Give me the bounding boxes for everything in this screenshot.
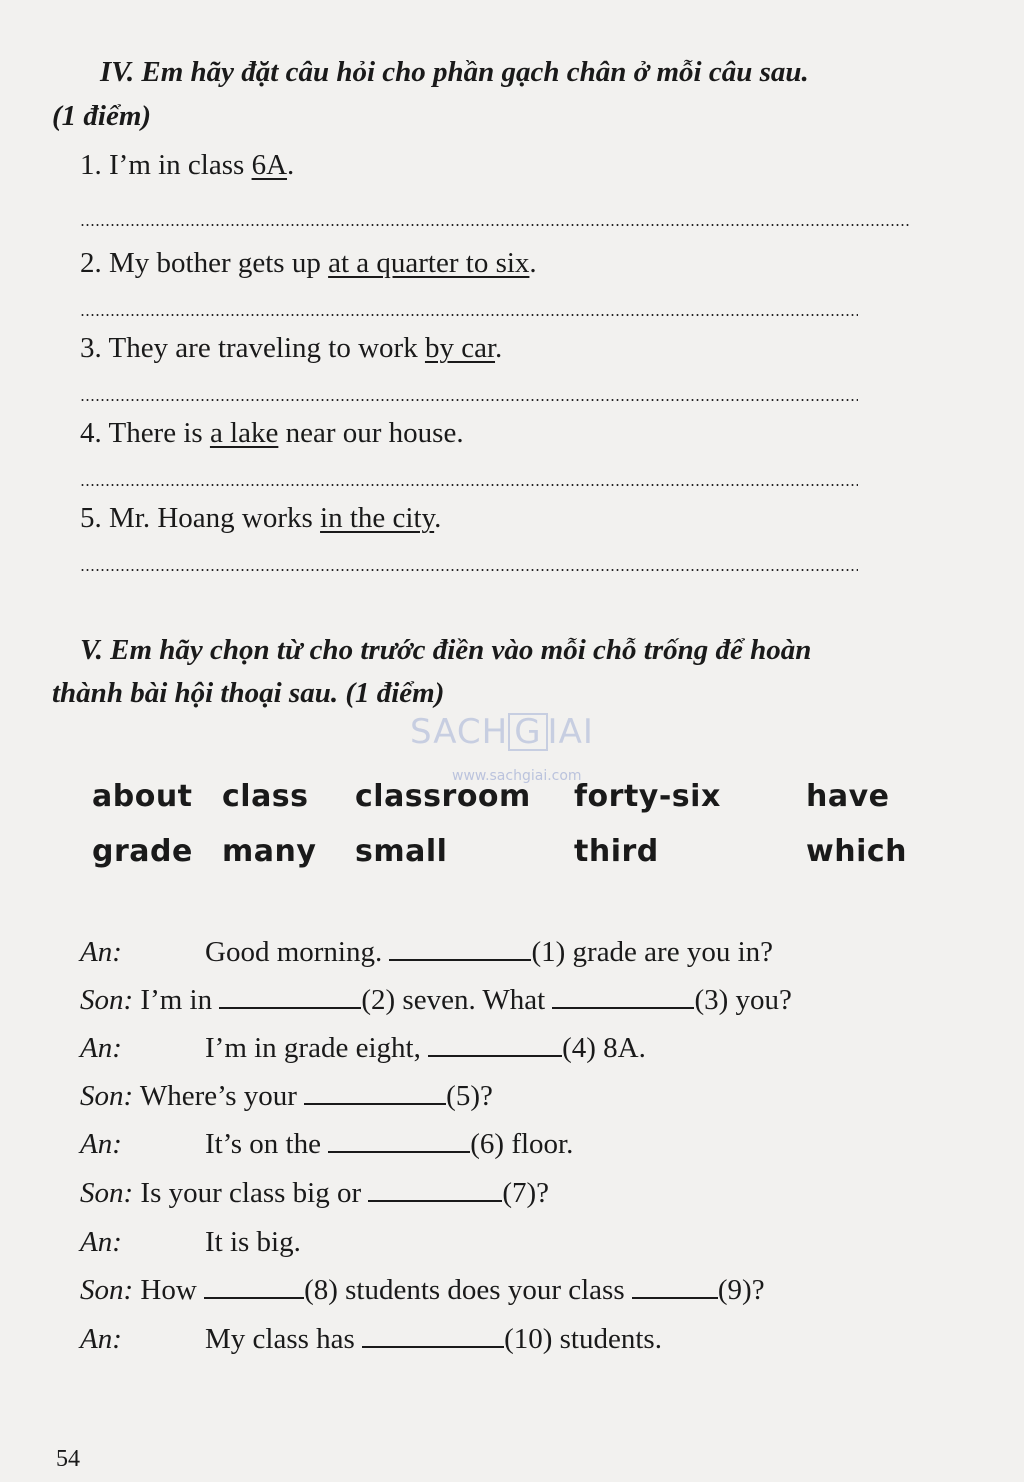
- word-forty-six: forty-six: [574, 779, 721, 814]
- blank-4[interactable]: [428, 1033, 562, 1057]
- word-class: class: [222, 779, 309, 814]
- dialogue-line-8: Son: How (8) students does your class (9)?: [80, 1274, 765, 1306]
- blank-10[interactable]: [362, 1324, 504, 1348]
- question-3: 3. They are traveling to work by car.: [80, 332, 503, 364]
- blank-8[interactable]: [204, 1275, 304, 1299]
- underlined-part: in the city: [320, 502, 435, 534]
- section-4-points: (1 điểm): [52, 100, 152, 132]
- dialogue-line-9: An: My class has (10) students.: [80, 1323, 662, 1355]
- page-number: 54: [56, 1446, 80, 1472]
- dialogue-line-3: An: I’m in grade eight, (4) 8A.: [80, 1032, 646, 1064]
- speaker-label: An:: [80, 936, 122, 968]
- word-about: about: [92, 779, 193, 814]
- speaker-label: An:: [80, 1032, 122, 1064]
- section-5-title-line-1: V. Em hãy chọn từ cho trước điền vào mỗi chỗ trống để hoàn: [80, 634, 812, 666]
- word-have: have: [806, 779, 890, 814]
- blank-5[interactable]: [304, 1081, 446, 1105]
- underlined-part: 6A: [251, 149, 288, 181]
- watermark-url: www.sachgiai.com: [452, 768, 582, 784]
- word-classroom: classroom: [355, 779, 531, 814]
- answer-line-4: [80, 484, 858, 486]
- blank-6[interactable]: [328, 1129, 470, 1153]
- dialogue-line-2: Son: I’m in (2) seven. What (3) you?: [80, 984, 792, 1016]
- question-2: 2. My bother gets up at a quarter to six.: [80, 247, 537, 279]
- word-small: small: [355, 834, 448, 869]
- watermark-logo: SACH G IAI: [410, 712, 594, 752]
- speaker-label: An:: [80, 1128, 122, 1160]
- dialogue-line-4: Son: Where’s your (5)?: [80, 1080, 493, 1112]
- question-1: 1. I’m in class 6A.: [80, 149, 295, 181]
- speaker-label: Son:: [80, 1177, 134, 1209]
- underlined-part: by car: [424, 332, 496, 364]
- dialogue-line-6: Son: Is your class big or (7)?: [80, 1177, 550, 1209]
- blank-1[interactable]: [389, 937, 531, 961]
- question-5: 5. Mr. Hoang works in the city.: [80, 502, 442, 534]
- blank-9[interactable]: [632, 1275, 718, 1299]
- dialogue-line-1: An: Good morning. (1) grade are you in?: [80, 936, 774, 968]
- section-4-title: IV. Em hãy đặt câu hỏi cho phần gạch chân ở mỗi câu sau.: [100, 56, 809, 88]
- word-grade: grade: [92, 834, 193, 869]
- speaker-label: Son:: [80, 984, 134, 1016]
- answer-line-5: [80, 569, 858, 571]
- speaker-label: An:: [80, 1323, 122, 1355]
- question-4: 4. There is a lake near our house.: [80, 417, 464, 449]
- dialogue-line-7: An: It is big.: [80, 1226, 301, 1258]
- speaker-label: Son:: [80, 1080, 134, 1112]
- word-many: many: [222, 834, 317, 869]
- section-5-title-line-2: thành bài hội thoại sau. (1 điểm): [52, 677, 445, 709]
- underlined-part: a lake: [209, 417, 279, 449]
- word-third: third: [574, 834, 659, 869]
- answer-line-3: [80, 399, 858, 401]
- speaker-label: Son:: [80, 1274, 134, 1306]
- blank-7[interactable]: [368, 1178, 502, 1202]
- blank-3[interactable]: [552, 985, 694, 1009]
- underlined-part: at a quarter to six: [328, 247, 530, 279]
- speaker-label: An:: [80, 1226, 122, 1258]
- dialogue-line-5: An: It’s on the (6) floor.: [80, 1128, 574, 1160]
- blank-2[interactable]: [219, 985, 361, 1009]
- answer-line-2: [80, 314, 858, 316]
- answer-line-1: [80, 224, 910, 226]
- word-which: which: [806, 834, 907, 869]
